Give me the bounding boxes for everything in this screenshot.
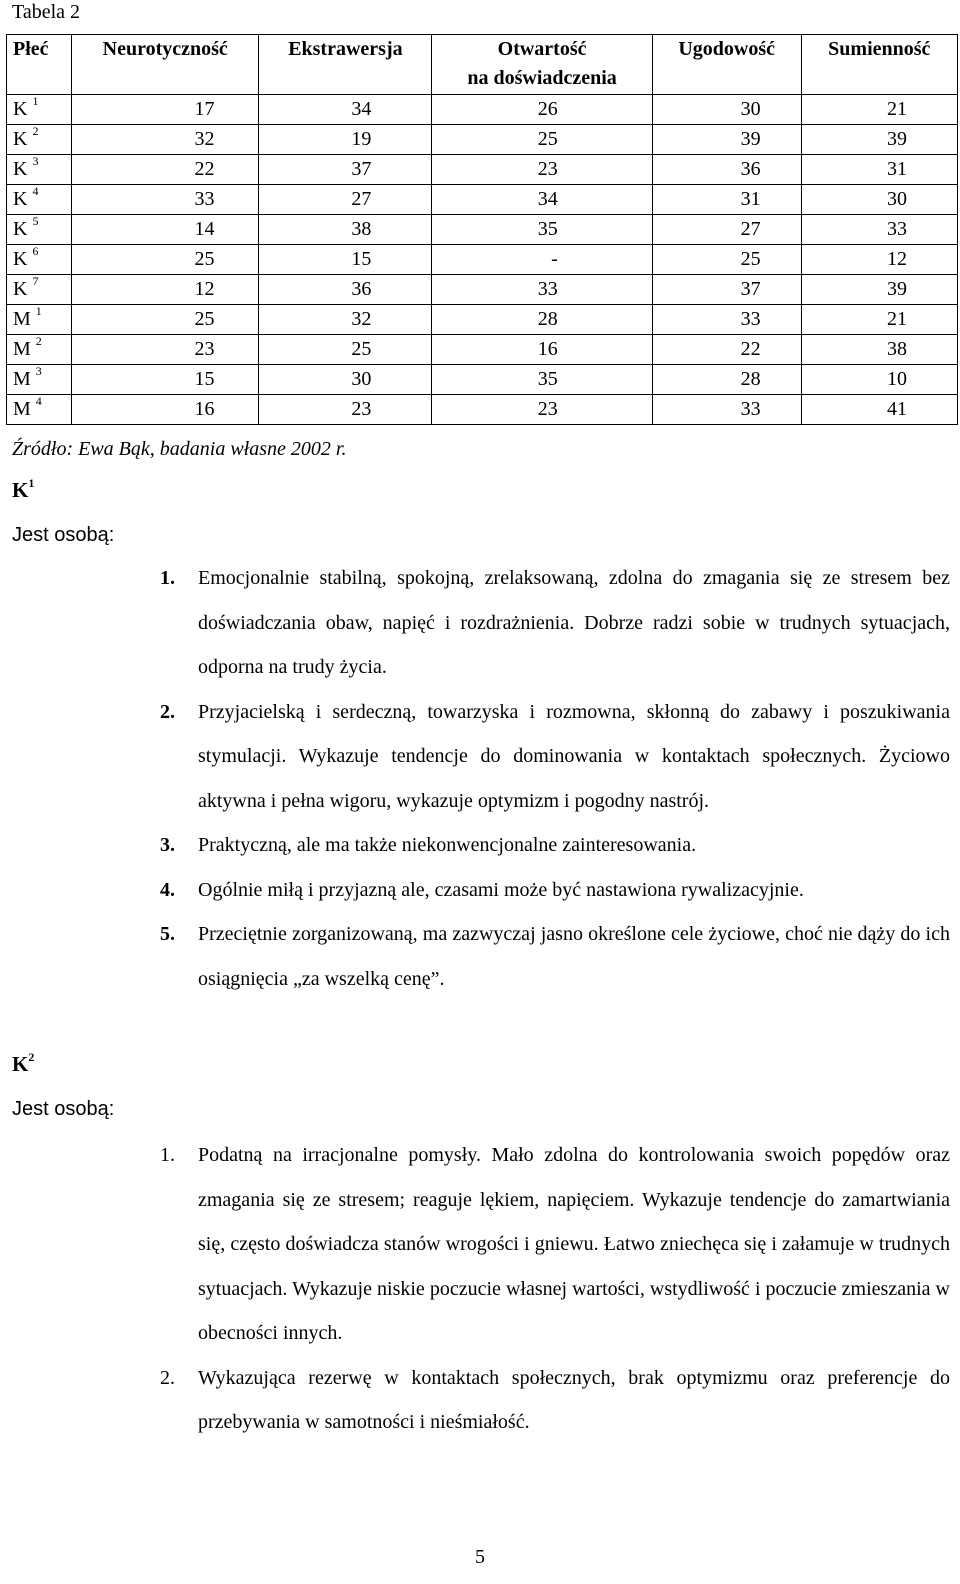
table-cell: 16 — [72, 395, 259, 425]
list-item — [160, 1133, 950, 1356]
row-label-text: M — [13, 398, 31, 420]
table-cell: 34 — [432, 185, 652, 215]
item-text: Przeciętnie zorganizowaną, ma zazwyczaj jasno określone cele życiowe, choć nie dąży do ich osiągnięcia „za wszelką cenę”. — [198, 923, 950, 990]
row-label — [7, 275, 72, 305]
table-cell: 37 — [652, 275, 801, 305]
header-otwartosc-line1: Otwartość — [497, 38, 587, 60]
table-cell: 36 — [259, 275, 432, 305]
row-label-text: K — [13, 128, 28, 150]
item-number: 2. — [160, 700, 175, 723]
header-ugodowosc: Ugodowość — [652, 35, 801, 95]
row-label — [7, 185, 72, 215]
table-cell: 39 — [801, 275, 957, 305]
item-number: 1. — [160, 1144, 175, 1166]
item-number: 4. — [160, 878, 175, 901]
header-otwartosc-line2: na doświadczenia — [467, 67, 617, 89]
header-neurotycznosc: Neurotyczność — [72, 35, 259, 95]
row-label-text: M — [13, 308, 31, 330]
item-number: 3. — [160, 834, 175, 856]
item-number: 1. — [160, 567, 175, 589]
table-cell: 22 — [652, 335, 801, 365]
table-cell: 21 — [801, 95, 957, 125]
row-label-sup: 1 — [32, 94, 39, 109]
table-cell: - — [432, 245, 652, 275]
row-label — [7, 95, 72, 125]
list-item — [160, 556, 950, 690]
item-text: Przyjacielską i serdeczną, towarzyska i rozmowna, skłonną do zabawy i poszukiwania stymulacji. Wykazuje tendencje do dominowania w kontaktach społecznych. Życiowo aktywna i pełna wigoru, wykazuje optymizm i pogodny nastrój. — [198, 700, 950, 812]
table-cell: 35 — [432, 365, 652, 395]
table-caption: Tabela 2 — [12, 1, 81, 23]
table-row — [7, 95, 958, 125]
table-row — [7, 185, 958, 215]
table-cell: 23 — [259, 395, 432, 425]
table-cell: 31 — [652, 185, 801, 215]
k1-heading — [12, 478, 34, 503]
row-label-text: M — [13, 368, 31, 390]
table-cell: 33 — [432, 275, 652, 305]
table-cell: 31 — [801, 155, 957, 185]
row-label — [7, 365, 72, 395]
table-header-row — [7, 35, 958, 95]
table-cell: 10 — [801, 365, 957, 395]
table-cell: 28 — [652, 365, 801, 395]
table-cell: 15 — [72, 365, 259, 395]
k2-sup: 2 — [28, 1050, 35, 1064]
table-source: Źródło: Ewa Bąk, badania własne 2002 r. — [12, 438, 347, 460]
table-cell: 23 — [72, 335, 259, 365]
table-cell: 33 — [652, 395, 801, 425]
table-cell: 41 — [801, 395, 957, 425]
table-cell: 38 — [801, 335, 957, 365]
row-label-text: K — [13, 248, 28, 270]
item-text: Wykazująca rezerwę w kontaktach społecznych, brak optymizmu oraz preferencje do przebywania w samotności i nieśmiałość. — [198, 1366, 950, 1433]
row-label-sup: 3 — [35, 364, 42, 379]
row-label — [7, 125, 72, 155]
table-cell: 19 — [259, 125, 432, 155]
table-row — [7, 155, 958, 185]
header-plec: Płeć — [7, 35, 72, 95]
row-label-sup: 7 — [32, 274, 39, 289]
item-number: 2. — [160, 1366, 175, 1389]
table-cell: 25 — [259, 335, 432, 365]
list-item — [160, 823, 950, 868]
row-label-sup: 3 — [32, 154, 39, 169]
item-text: Ogólnie miłą i przyjazną ale, czasami może być nastawiona rywalizacyjnie. — [198, 878, 804, 901]
table-row — [7, 395, 958, 425]
k1-label: K — [12, 478, 29, 502]
list-item — [160, 912, 950, 1001]
table-cell: 33 — [652, 305, 801, 335]
k1-list — [160, 556, 950, 1001]
table-cell: 34 — [259, 95, 432, 125]
k1-intro: Jest osobą: — [12, 524, 115, 546]
k2-list — [160, 1133, 950, 1445]
k2-heading — [12, 1052, 34, 1077]
table-cell: 26 — [432, 95, 652, 125]
row-label-text: K — [13, 158, 28, 180]
row-label — [7, 215, 72, 245]
row-label-sup: 2 — [35, 334, 42, 349]
item-text: Emocjonalnie stabilną, spokojną, zrelaksowaną, zdolna do zmagania się ze stresem bez doświadczania obaw, napięć i rozdrażnienia. Dobrze radzi sobie w trudnych sytuacjach, odporna na trudy życia. — [198, 567, 950, 678]
row-label-text: K — [13, 188, 28, 210]
row-label-sup: 1 — [35, 304, 42, 319]
row-label — [7, 395, 72, 425]
header-sumiennosc: Sumienność — [801, 35, 957, 95]
page-number: 5 — [475, 1546, 485, 1568]
table-cell: 27 — [259, 185, 432, 215]
table-row — [7, 215, 958, 245]
table-cell: 33 — [801, 215, 957, 245]
table-cell: 27 — [652, 215, 801, 245]
row-label-sup: 2 — [32, 124, 39, 139]
table-cell: 30 — [801, 185, 957, 215]
header-ekstrawersja: Ekstrawersja — [259, 35, 432, 95]
row-label-sup: 6 — [32, 244, 39, 259]
table-cell: 25 — [432, 125, 652, 155]
table-cell: 28 — [432, 305, 652, 335]
row-label-text: K — [13, 98, 28, 120]
table-cell: 14 — [72, 215, 259, 245]
list-item — [160, 868, 950, 913]
table-cell: 35 — [432, 215, 652, 245]
table-cell: 15 — [259, 245, 432, 275]
list-item — [160, 1356, 950, 1445]
table-cell: 36 — [652, 155, 801, 185]
table-cell: 25 — [652, 245, 801, 275]
table-cell: 25 — [72, 245, 259, 275]
table-cell: 32 — [72, 125, 259, 155]
header-otwartosc — [432, 35, 652, 95]
table-cell: 32 — [259, 305, 432, 335]
k1-sup: 1 — [28, 476, 35, 490]
table-cell: 25 — [72, 305, 259, 335]
table-cell: 39 — [801, 125, 957, 155]
table-cell: 30 — [652, 95, 801, 125]
table-cell: 17 — [72, 95, 259, 125]
k2-intro: Jest osobą: — [12, 1098, 115, 1120]
row-label-text: M — [13, 338, 31, 360]
row-label — [7, 305, 72, 335]
table-row — [7, 125, 958, 155]
row-label-sup: 4 — [35, 394, 42, 409]
row-label-sup: 5 — [32, 214, 39, 229]
table-row — [7, 335, 958, 365]
table-cell: 37 — [259, 155, 432, 185]
table-cell: 12 — [801, 245, 957, 275]
item-text: Podatną na irracjonalne pomysły. Mało zdolna do kontrolowania swoich popędów oraz zmagania się ze stresem; reaguje lękiem, napięciem. Wykazuje tendencje do zamartwiania się, często doświadcza stanów wrogości i gniewu. Łatwo zniechęca się i załamuje w trudnych sytuacjach. Wykazuje niskie poczucie własnej wartości, wstydliwość i poczucie zmieszania w obecności innych. — [198, 1144, 950, 1344]
table-body — [7, 95, 958, 425]
row-label — [7, 245, 72, 275]
row-label-sup: 4 — [32, 184, 39, 199]
list-item — [160, 690, 950, 824]
table-cell: 33 — [72, 185, 259, 215]
table-cell: 12 — [72, 275, 259, 305]
row-label-text: K — [13, 218, 28, 240]
k2-label: K — [12, 1052, 29, 1076]
table-row — [7, 245, 958, 275]
row-label — [7, 155, 72, 185]
row-label — [7, 335, 72, 365]
table-cell: 38 — [259, 215, 432, 245]
table-cell: 30 — [259, 365, 432, 395]
table-row — [7, 365, 958, 395]
table-cell: 21 — [801, 305, 957, 335]
table-cell: 39 — [652, 125, 801, 155]
table-row — [7, 275, 958, 305]
table-cell: 16 — [432, 335, 652, 365]
table-row — [7, 305, 958, 335]
table-cell: 22 — [72, 155, 259, 185]
item-text: Praktyczną, ale ma także niekonwencjonalne zainteresowania. — [198, 834, 697, 856]
item-number: 5. — [160, 923, 175, 945]
row-label-text: K — [13, 278, 28, 300]
table-cell: 23 — [432, 155, 652, 185]
personality-table — [6, 34, 958, 425]
table-cell: 23 — [432, 395, 652, 425]
